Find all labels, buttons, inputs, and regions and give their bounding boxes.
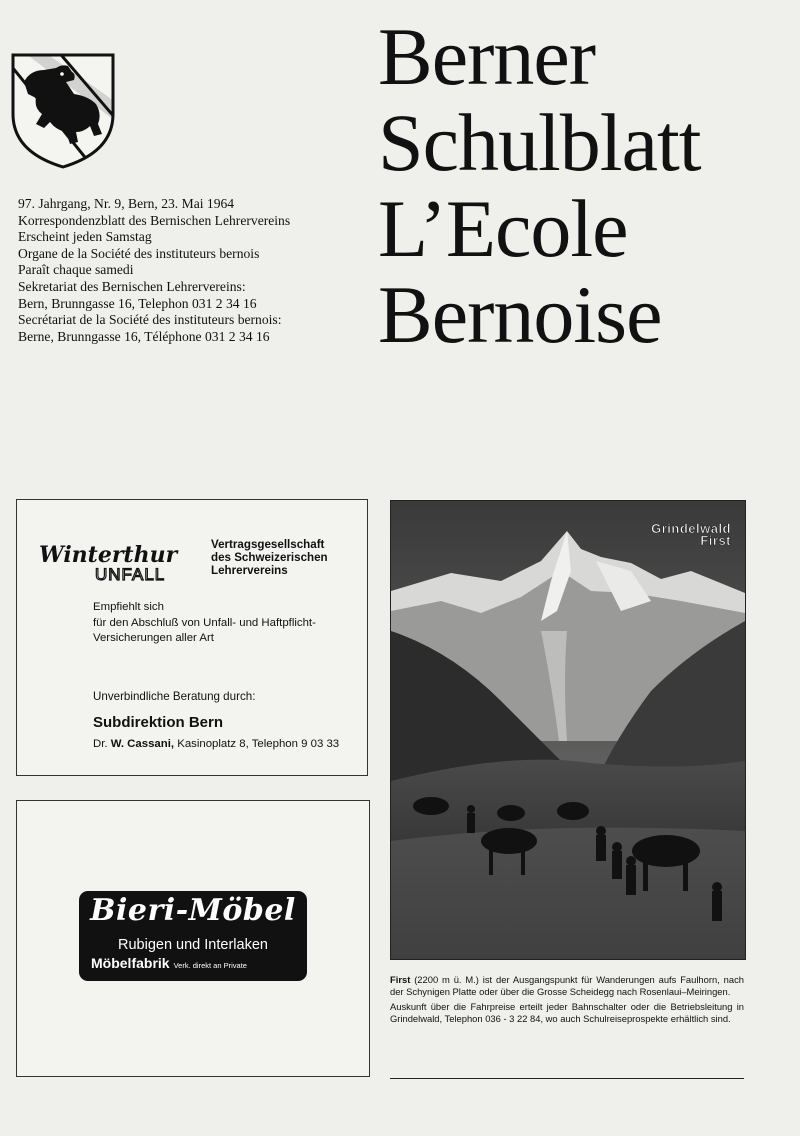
consult-label: Unverbindliche Beratung durch:: [93, 690, 256, 703]
winterthur-recommendation: [93, 600, 365, 647]
recommend-line: Versicherungen aller Art: [93, 632, 214, 644]
masthead-line: Berne, Brunngasse 16, Téléphone 031 2 34 16: [18, 328, 270, 344]
contact-name: W. Cassani,: [110, 738, 175, 750]
contact-address: Kasinoplatz 8, Telephon 9 03 33: [177, 738, 340, 750]
factory-label: Möbelfabrik: [91, 955, 170, 971]
contact-line: [93, 738, 339, 750]
company-line: Vertragsgesellschaft: [211, 538, 325, 551]
title-line: Bernoise: [378, 269, 662, 360]
photo-label-line: First: [700, 533, 731, 548]
unfall-logo-text: UNFALL: [95, 565, 166, 584]
recommend-line: für den Abschluß von Unfall- und Haftpflicht-: [93, 616, 316, 629]
caption-divider: [390, 1078, 744, 1079]
masthead-line: Paraît chaque samedi: [18, 262, 134, 278]
photo-caption: [390, 974, 744, 1028]
bieri-brand-name: Bieri-Möbel: [90, 893, 296, 928]
bieri-logo-plate: [79, 891, 307, 981]
mountain-landscape-image: [391, 501, 745, 959]
photo-label-line: Grindelwald: [651, 521, 731, 536]
publication-title: [378, 11, 798, 360]
title-line: Schulblatt: [378, 97, 701, 188]
masthead-line: Sekretariat des Bernischen Lehrervereins:: [18, 278, 246, 294]
bieri-factory: [91, 955, 301, 971]
factory-note: Verk. direkt an Private: [173, 961, 247, 970]
recommend-line: Empfiehlt sich: [93, 601, 164, 613]
bieri-advertisement: [16, 800, 370, 1077]
title-line: L’Ecole: [378, 183, 628, 274]
winterthur-company: [211, 538, 361, 577]
grindelwald-photo: [390, 500, 746, 960]
masthead-line: 97. Jahrgang, Nr. 9, Bern, 23. Mai 1964: [18, 196, 235, 211]
masthead-line: Bern, Brunngasse 16, Telephon 031 2 34 16: [18, 295, 257, 311]
winterthur-logo: [37, 538, 197, 584]
masthead-line: Organe de la Société des instituteurs bernois: [18, 245, 260, 261]
caption-text: (2200 m ü. M.) ist der Ausgangspunkt für Wanderungen aufs Faulhorn, nach der Schynigen Platte oder über die Grosse Scheidegg nach Rosenlaui–Meiringen.: [390, 974, 744, 997]
caption-lead: First: [390, 974, 411, 985]
office-name: Subdirektion Bern: [93, 714, 224, 731]
company-line: des Schweizerischen: [211, 551, 328, 564]
photo-label: [651, 523, 731, 547]
winterthur-advertisement: [16, 499, 368, 776]
bieri-towns: Rubigen und Interlaken: [118, 937, 268, 953]
company-line: Lehrervereins: [211, 564, 288, 577]
masthead-line: Secrétariat de la Société des instituteurs bernois:: [18, 312, 282, 328]
caption-paragraph: [390, 974, 744, 998]
caption-paragraph: Auskunft über die Fahrpreise erteilt jeder Bahnschalter oder die Betriebsleitung in Grindelwald, Telephon 036 - 3 22 84, wo auch Schulreiseprospekte erhältlich sind.: [390, 1001, 744, 1024]
masthead-line: Korrespondenzblatt des Bernischen Lehrervereins: [18, 212, 291, 228]
winterthur-logo-text: Winterthur: [39, 542, 178, 568]
bern-coat-of-arms-icon: [10, 52, 116, 170]
contact-prefix: Dr.: [93, 738, 108, 750]
masthead-line: Erscheint jeden Samstag: [18, 229, 152, 245]
masthead-info: [18, 196, 368, 345]
title-line: Berner: [378, 11, 596, 102]
